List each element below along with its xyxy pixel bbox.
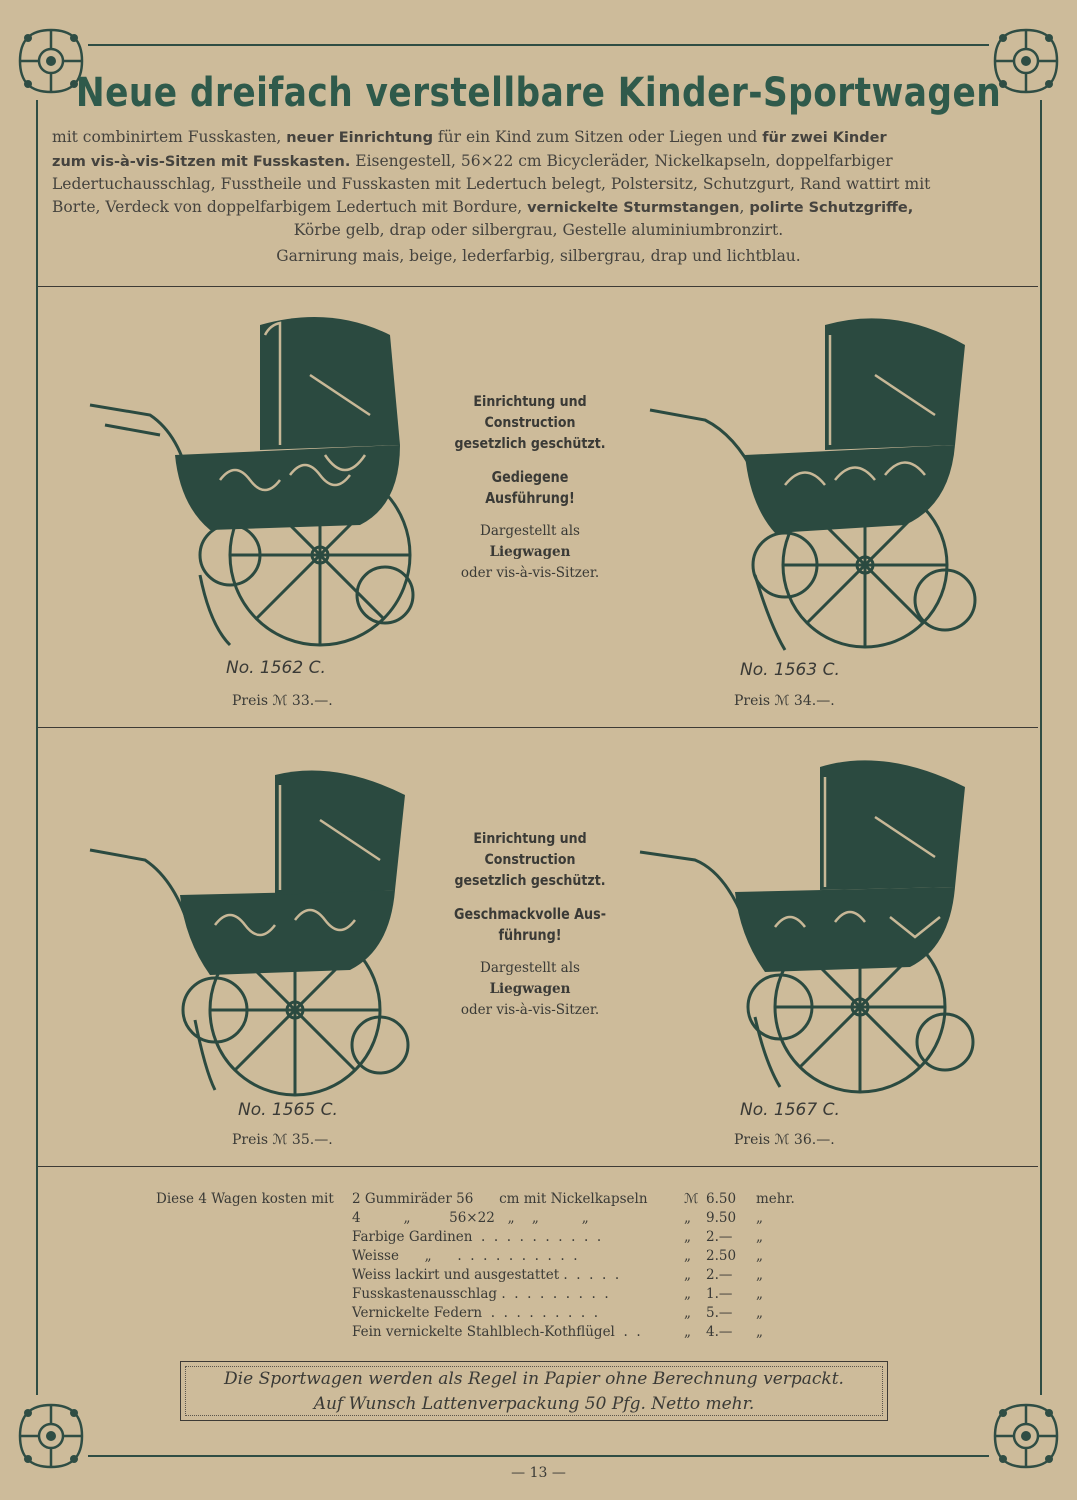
- page-title: Neue dreifach verstellbare Kinder-Sportwagen: [75, 70, 1002, 116]
- extras-row-suffix: „: [756, 1210, 763, 1226]
- desc-bold: vernickelte Sturmstangen: [527, 199, 740, 216]
- extras-row-price: 2.—: [706, 1229, 733, 1245]
- desc-text: mit combinirtem Fusskasten,: [52, 128, 287, 146]
- notice-line: Auf Wunsch Lattenverpackung 50 Pfg. Netto mehr.: [313, 1394, 755, 1414]
- extras-row-label: 2 Gummiräder 56 cm mit Nickelkapseln: [352, 1191, 648, 1207]
- pram-illustration-1563: [645, 305, 985, 655]
- extras-row-label: Fein vernickelte Stahlblech-Kothflügel . .: [352, 1324, 641, 1340]
- extras-row-label: Weisse „ . . . . . . . . . .: [352, 1248, 578, 1264]
- desc-bold: polirte Schutzgriffe,: [749, 199, 914, 216]
- feature-line: Einrichtung und: [473, 394, 587, 410]
- model-number: No. 1565 C.: [238, 1100, 338, 1120]
- extras-row-suffix: „: [756, 1305, 763, 1321]
- pram-illustration-1567: [635, 752, 980, 1097]
- desc-text: Garnirung mais, beige, lederfarbig, silbergrau, drap und lichtblau.: [276, 246, 801, 265]
- extras-intro: Diese 4 Wagen kosten mit: [156, 1191, 334, 1207]
- extras-row-price: 6.50: [706, 1191, 737, 1207]
- product-price: Preis ℳ 36.—.: [734, 1132, 835, 1148]
- desc-text: Eisengestell, 56×22 cm Bicycleräder, Nickelkapseln, doppelfarbiger: [350, 151, 893, 170]
- frame-top-line: [88, 44, 989, 46]
- feature-line: Construction: [484, 852, 576, 868]
- model-number: No. 1562 C.: [226, 658, 326, 678]
- extras-row-price: 2.50: [706, 1248, 737, 1264]
- frame-right-line: [1040, 100, 1042, 1395]
- extras-row-label: Weiss lackirt und ausgestattet . . . . .: [352, 1267, 620, 1283]
- extras-row-currency: ℳ: [684, 1191, 699, 1207]
- product-price: Preis ℳ 34.—.: [734, 693, 835, 709]
- extras-row-suffix: „: [756, 1248, 763, 1264]
- pram-illustration-1565: [85, 760, 415, 1100]
- section-divider: [38, 286, 1038, 287]
- product-description: [52, 126, 1025, 267]
- frame-bottom-line: [88, 1455, 989, 1457]
- desc-text: ,: [739, 197, 750, 216]
- extras-row-suffix: mehr.: [756, 1191, 795, 1207]
- feature-line: Dargestellt als: [480, 960, 580, 976]
- desc-text: für ein Kind zum Sitzen oder Liegen und: [432, 128, 763, 146]
- feature-line: oder vis-à-vis-Sitzer.: [460, 1002, 600, 1018]
- desc-text: Ledertuchausschlag, Fusstheile und Fusskasten mit Ledertuch belegt, Polstersitz, Schutzgurt, Rand wattirt mit: [52, 175, 931, 193]
- section-divider: [38, 1166, 1038, 1167]
- extras-row-currency: „: [684, 1324, 691, 1340]
- feature-line: Liegwagen: [489, 544, 571, 560]
- page-number: — 13 —: [511, 1465, 566, 1481]
- product-price: Preis ℳ 35.—.: [232, 1132, 333, 1148]
- model-number: No. 1567 C.: [740, 1100, 840, 1120]
- extras-row-label: Farbige Gardinen . . . . . . . . . .: [352, 1229, 602, 1245]
- extras-row-label: Fusskastenausschlag . . . . . . . . .: [352, 1286, 609, 1302]
- product-price: Preis ℳ 33.—.: [232, 693, 333, 709]
- feature-highlight: führung!: [498, 926, 562, 944]
- extras-row-price: 5.—: [706, 1305, 733, 1321]
- pram-illustration-1562: [70, 305, 420, 655]
- feature-note-top: [430, 392, 630, 584]
- extras-row-suffix: „: [756, 1324, 763, 1340]
- packaging-notice: [180, 1361, 888, 1421]
- extras-row-currency: „: [684, 1248, 691, 1264]
- extras-row-suffix: „: [756, 1286, 763, 1302]
- extras-row-suffix: „: [756, 1267, 763, 1283]
- extras-row-currency: „: [684, 1229, 691, 1245]
- feature-note-bottom: [430, 829, 630, 1021]
- extras-row-currency: „: [684, 1305, 691, 1321]
- feature-line: Liegwagen: [489, 981, 571, 997]
- feature-line: Dargestellt als: [480, 523, 580, 539]
- extras-row-currency: „: [684, 1267, 691, 1283]
- notice-line: Die Sportwagen werden als Regel in Papier ohne Berechnung verpackt.: [224, 1369, 844, 1389]
- desc-bold: zum vis-à-vis-Sitzen mit Fusskasten.: [52, 153, 351, 170]
- desc-bold: neuer Einrichtung: [286, 130, 433, 146]
- desc-text: Körbe gelb, drap oder silbergrau, Gestelle aluminiumbronzirt.: [293, 221, 784, 239]
- extras-row-currency: „: [684, 1286, 691, 1302]
- feature-line: gesetzlich geschützt.: [454, 873, 606, 889]
- extras-row-price: 4.—: [706, 1324, 733, 1340]
- extras-row-price: 9.50: [706, 1210, 737, 1226]
- extras-row-label: Vernickelte Federn . . . . . . . . .: [352, 1305, 598, 1321]
- extras-row-price: 2.—: [706, 1267, 733, 1283]
- feature-line: Construction: [484, 415, 576, 431]
- frame-left-line: [36, 100, 38, 1395]
- feature-line: Einrichtung und: [473, 831, 587, 847]
- model-number: No. 1563 C.: [740, 660, 840, 680]
- desc-text: Borte, Verdeck von doppelfarbigem Ledertuch mit Bordure,: [52, 197, 528, 216]
- feature-line: oder vis-à-vis-Sitzer.: [460, 565, 600, 581]
- extras-row-currency: „: [684, 1210, 691, 1226]
- feature-line: gesetzlich geschützt.: [454, 436, 606, 452]
- desc-bold: für zwei Kinder: [762, 130, 887, 146]
- extras-row-price: 1.—: [706, 1286, 733, 1302]
- feature-highlight: Geschmackvolle Aus-: [454, 905, 606, 923]
- extras-row-suffix: „: [756, 1229, 763, 1245]
- section-divider: [38, 727, 1038, 728]
- extras-row-label: 4 „ 56×22 „ „ „: [352, 1210, 589, 1226]
- feature-highlight: Gediegene Ausführung!: [485, 468, 575, 507]
